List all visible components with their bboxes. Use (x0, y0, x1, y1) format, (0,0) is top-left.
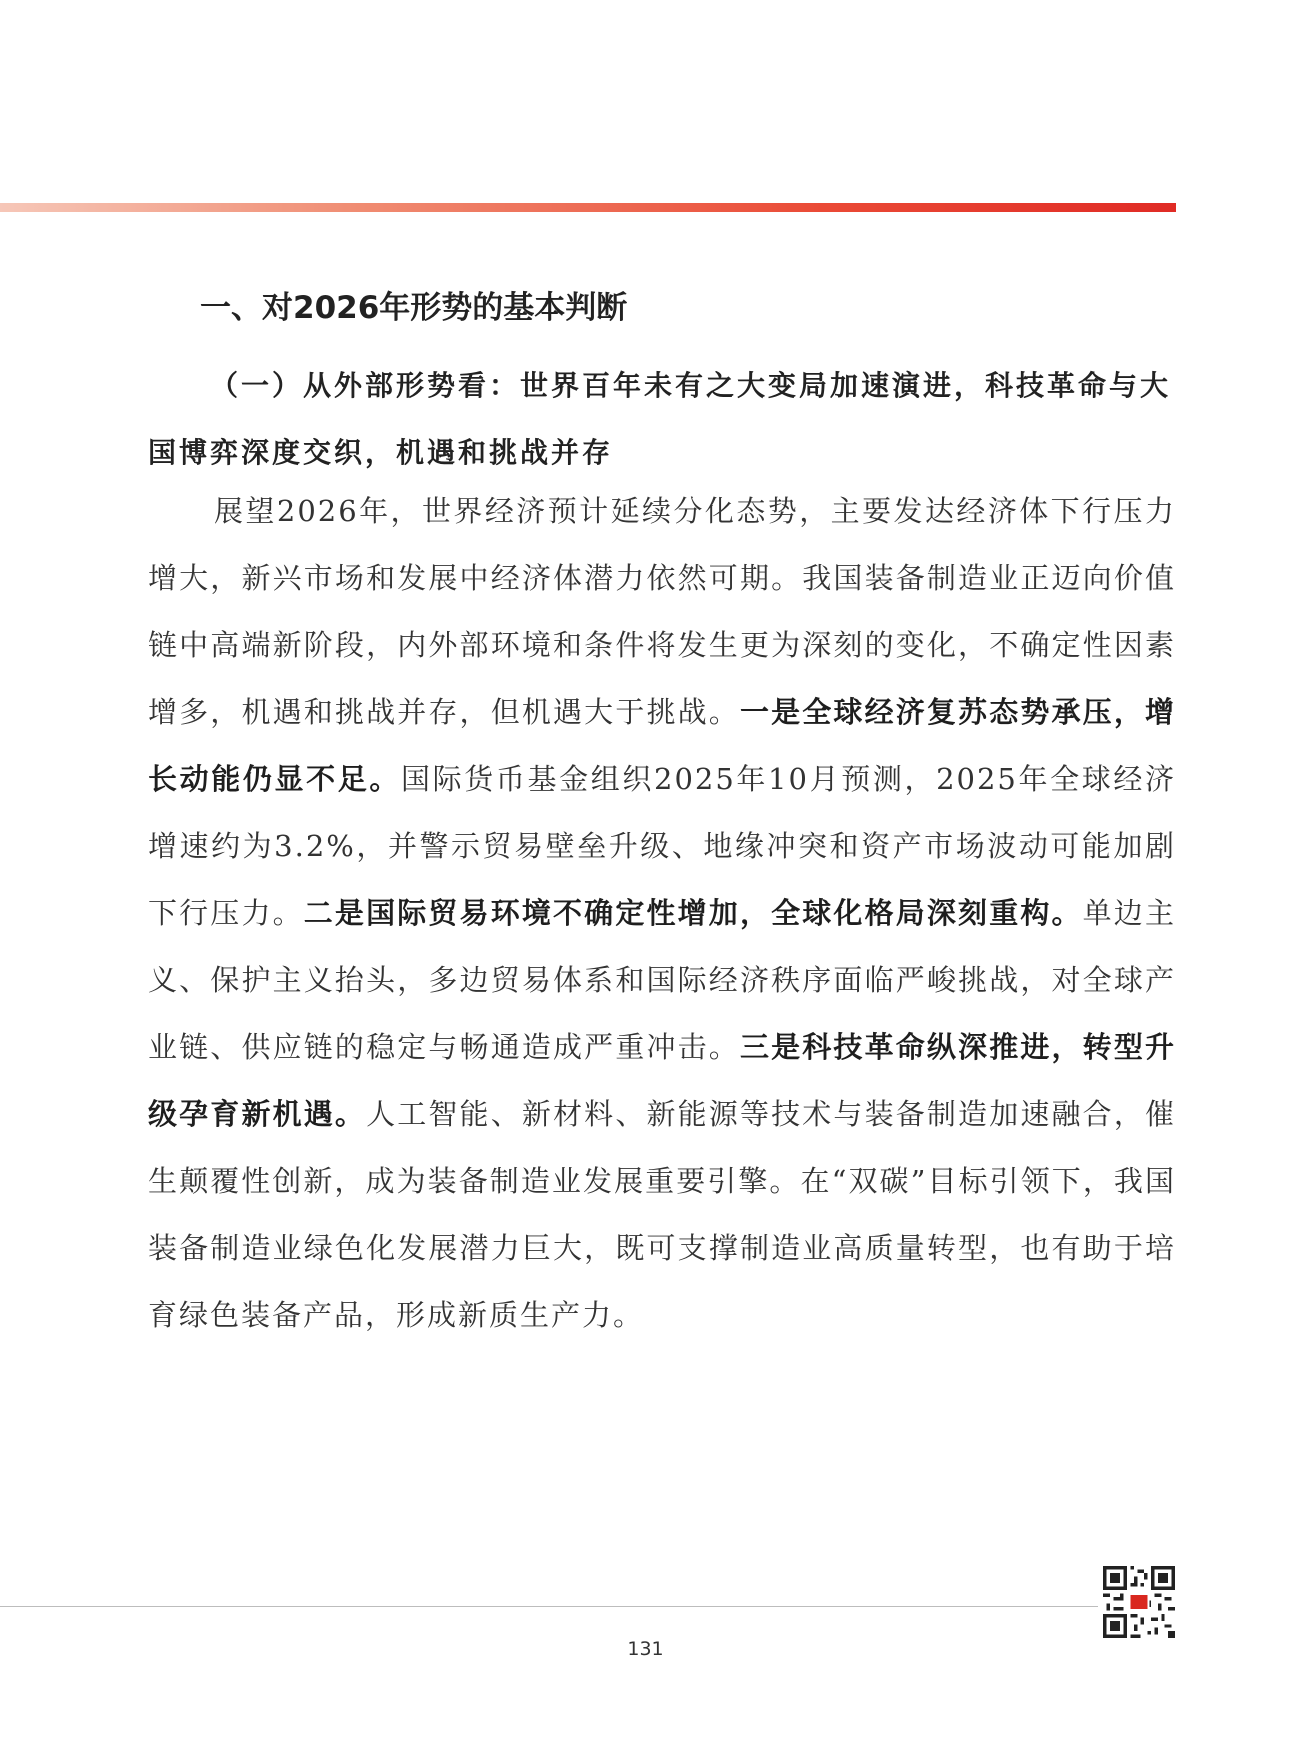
footer-divider (0, 1606, 1098, 1607)
section-heading: 一、对2026年形势的基本判断 (200, 290, 628, 326)
key-point-3: 三是科技革命纵深推进，转型升级孕育新机遇。 (148, 1030, 1176, 1131)
key-point-1: 一是全球经济复苏态势承压，增长动能仍显不足。 (148, 695, 1176, 796)
body-paragraph (148, 478, 1176, 1349)
paragraph-text: 人工智能、新材料、新能源等技术与装备制造加速融合，催生颠覆性创新，成为装备制造业发展重要引擎。在“双碳”目标引领下，我国装备制造业绿色化发展潜力巨大，既可支撑制造业高质量转型，也有助于培育绿色装备产品，形成新质生产力。 (148, 1097, 1176, 1332)
paragraph-text: 单边主义、保护主义抬头，多边贸易体系和国际经济秩序面临严峻挑战，对全球产业链、供应链的稳定与畅通造成严重冲击。 (148, 896, 1176, 1064)
header-accent-bar (0, 203, 1176, 212)
paragraph-text: 展望2026年，世界经济预计延续分化态势，主要发达经济体下行压力增大，新兴市场和发展中经济体潜力依然可期。我国装备制造业正迈向价值链中高端新阶段，内外部环境和条件将发生更为深刻的变化，不确定性因素增多，机遇和挑战并存，但机遇大于挑战。 (148, 494, 1176, 729)
page-number: 131 (627, 1638, 664, 1660)
subsection-heading: （一）从外部形势看：世界百年未有之大变局加速演进，科技革命与大国博弈深度交织，机遇和挑战并存 (148, 369, 1172, 469)
key-point-2: 二是国际贸易环境不确定性增加，全球化格局深刻重构。 (303, 896, 1083, 930)
qr-code-icon (1103, 1566, 1175, 1638)
paragraph-text: 国际货币基金组织2025年10月预测，2025年全球经济增速约为3.2%，并警示贸易壁垒升级、地缘冲突和资产市场波动可能加剧下行压力。 (148, 762, 1176, 930)
